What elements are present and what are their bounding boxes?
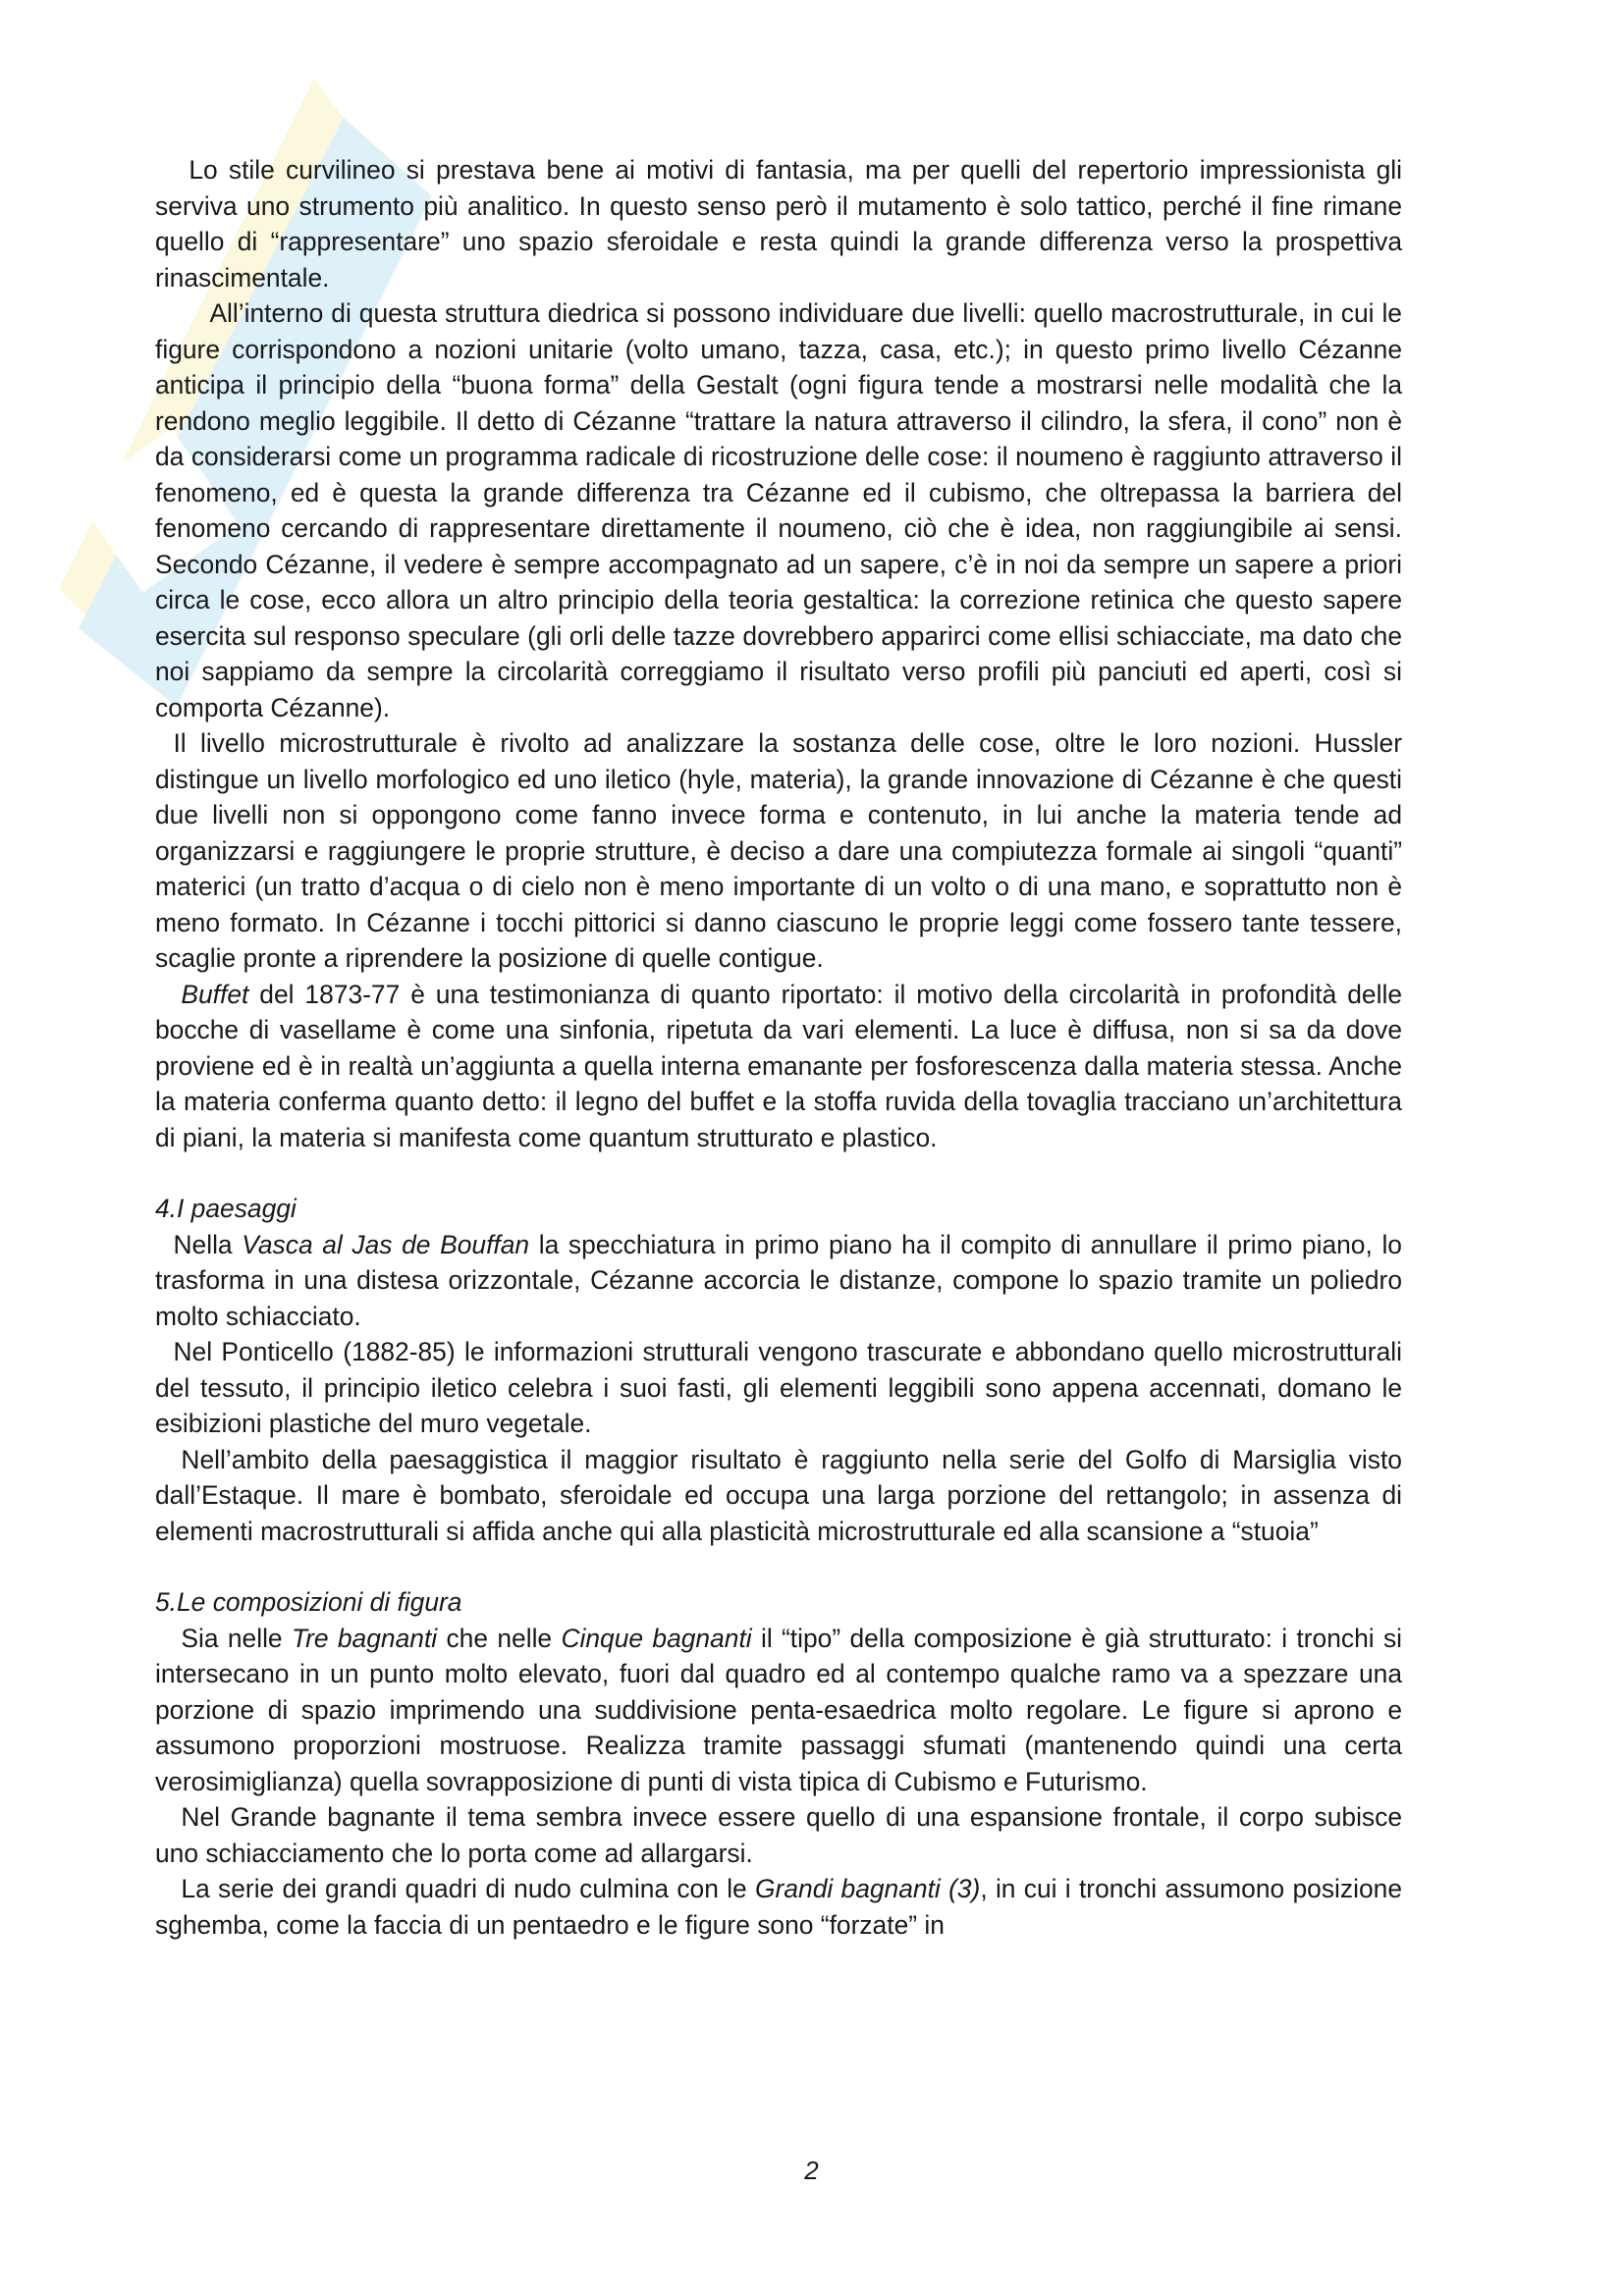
artwork-title: Vasca al Jas de Bouffan	[242, 1229, 530, 1259]
artwork-title: Cinque bagnanti	[561, 1623, 752, 1653]
paragraph: Nel Ponticello (1882-85) le informazioni strutturali vengono trascurate e abbondano quello microstrutturali del tessuto, il principio iletico celebra i suoi fasti, gli elementi leggibili sono appena accennati, domano le esibizioni plastiche del muro vegetale.	[155, 1337, 1402, 1438]
paragraph: All’interno di questa struttura diedrica si possono individuare due livelli: quello macrostrutturale, in cui le figure corrispondono a nozioni unitarie (volto umano, tazza, casa, etc.); in questo primo livello Cézanne anticipa il principio della “buona forma” della Gestalt (ogni figura tende a mostrarsi nelle modalità che la rendono meglio leggibile. Il detto di Cézanne “trattare la natura attraverso il cilindro, la sfera, il cono” non è da considerarsi come un programma radicale di ricostruzione delle cose: il noumeno è raggiunto attraverso il fenomeno, ed è questa la grande differenza tra Cézanne ed il cubismo, che oltrepassa la barriera del fenomeno cercando di rappresentare direttamente il noumeno, ciò che è idea, non raggiungibile ai sensi. Secondo Cézanne, il vedere è sempre accompagnato ad un sapere, c’è in noi da sempre un sapere a priori circa le cose, ecco allora un altro principio della teoria gestaltica: la correzione retinica che questo sapere esercita sul responso speculare (gli orli delle tazze dovrebbero apparirci come ellisi schiacciate, ma dato che noi sappiamo da sempre la circolarità correggiamo il risultato verso profili più panciuti ed aperti, così si comporta Cézanne).	[155, 298, 1402, 722]
paragraph: Nella Vasca al Jas de Bouffan la specchiatura in primo piano ha il compito di annullare il primo piano, lo trasforma in una distesa orizzontale, Cézanne accorcia le distanze, compone lo spazio tramite un poliedro molto schiacciato.	[155, 1229, 1402, 1331]
document-body	[155, 152, 1402, 1943]
artwork-title: Buffet	[181, 979, 249, 1009]
section-heading: 5.Le composizioni di figura	[155, 1587, 462, 1617]
paragraph: Nell’ambito della paesaggistica il maggior risultato è raggiunto nella serie del Golfo di Marsiglia visto dall’Estaque. Il mare è bombato, sferoidale ed occupa una larga porzione del rettangolo; in assenza di elementi macrostrutturali si affida anche qui alla plasticità microstrutturale ed alla scansione a “stuoia”	[155, 1444, 1402, 1546]
paragraph: Buffet del 1873-77 è una testimonianza di quanto riportato: il motivo della circolarità in profondità delle bocche di vasellame è come una sinfonia, ripetuta da vari elementi. La luce è diffusa, non si sa da dove proviene ed è in realtà un’aggiunta a quella interna emanante per fosforescenza dalla materia stessa. Anche la materia conferma quanto detto: il legno del buffet e la stoffa ruvida della tovaglia tracciano un’architettura di piani, la materia si manifesta come quantum strutturato e plastico.	[155, 979, 1402, 1152]
paragraph: Sia nelle Tre bagnanti che nelle Cinque bagnanti il “tipo” della composizione è già strutturato: i tronchi si intersecano in un punto molto elevato, fuori dal quadro ed al contempo qualche ramo va a spezzare una porzione di spazio imprimendo una suddivisione penta-esaedrica molto regolare. Le figure si aprono e assumono proporzioni mostruose. Realizza tramite passaggi sfumati (mantenendo quindi una certa verosimiglianza) quella sovrapposizione di punti di vista tipica di Cubismo e Futurismo.	[155, 1623, 1402, 1796]
artwork-title: Tre bagnanti	[291, 1623, 438, 1653]
paragraph: Nel Grande bagnante il tema sembra invece essere quello di una espansione frontale, il corpo subisce uno schiacciamento che lo porta come ad allargarsi.	[155, 1802, 1402, 1868]
paragraph: Lo stile curvilineo si prestava bene ai motivi di fantasia, ma per quelli del repertorio impressionista gli serviva uno strumento più analitico. In questo senso però il mutamento è solo tattico, perché il fine rimane quello di “rappresentare” uno spazio sferoidale e resta quindi la grande differenza verso la prospettiva rinascimentale.	[155, 155, 1402, 293]
artwork-title: Grandi bagnanti (3)	[755, 1874, 981, 1903]
page-number: 2	[804, 2156, 819, 2185]
paragraph: La serie dei grandi quadri di nudo culmina con le Grandi bagnanti (3), in cui i tronchi assumono posizione sghemba, come la faccia di un pentaedro e le figure sono “forzate” in	[155, 1874, 1402, 1940]
paragraph: Il livello microstrutturale è rivolto ad analizzare la sostanza delle cose, oltre le loro nozioni. Hussler distingue un livello morfologico ed uno iletico (hyle, materia), la grande innovazione di Cézanne è che questi due livelli non si oppongono come fanno invece forma e contenuto, in lui anche la materia tende ad organizzarsi e raggiungere le proprie strutture, è deciso a dare una compiutezza formale ai singoli “quanti” materici (un tratto d’acqua o di cielo non è meno importante di un volto o di una mano, e soprattutto non è meno formato. In Cézanne i tocchi pittorici si danno ciascuno le proprie leggi come fossero tante tessere, scaglie pronte a riprendere la posizione di quelle contigue.	[155, 728, 1402, 973]
section-heading: 4.I paesaggi	[155, 1194, 297, 1223]
